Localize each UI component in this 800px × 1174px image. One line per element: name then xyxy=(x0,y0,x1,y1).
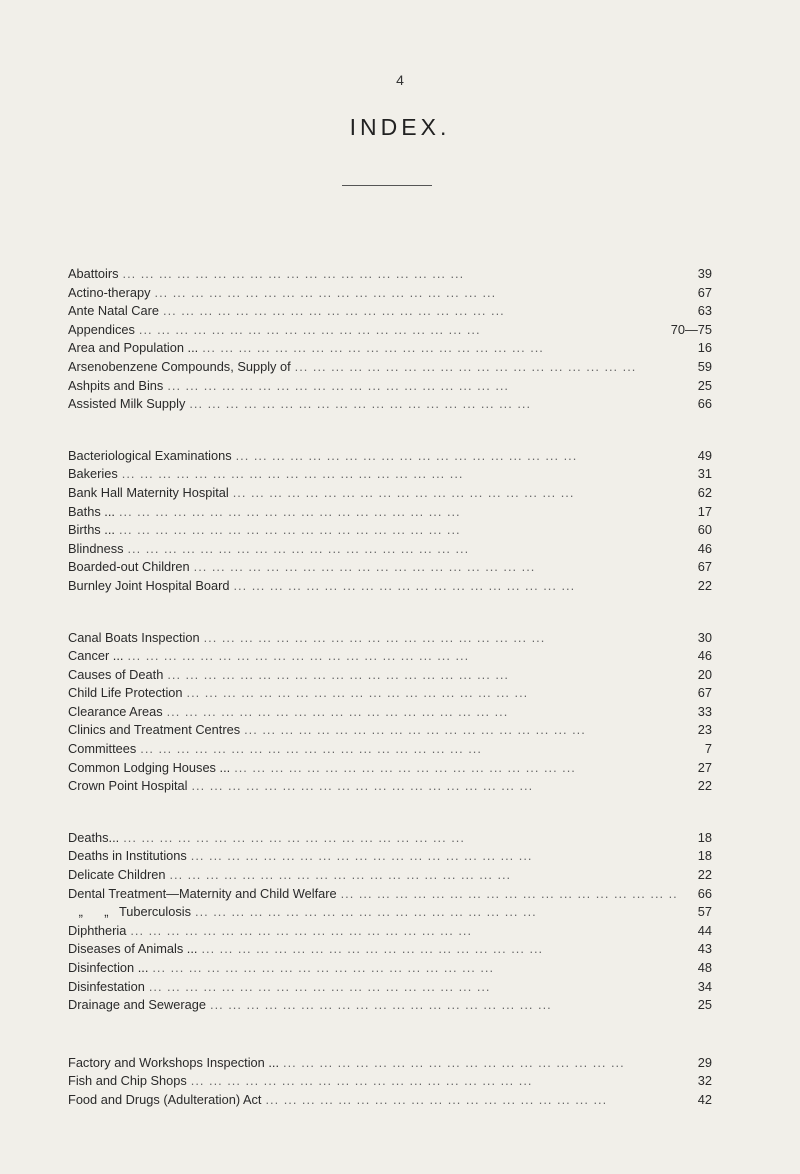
entry-page-number: 22 xyxy=(697,867,712,883)
index-entry xyxy=(68,885,712,904)
entry-label: Births ... xyxy=(68,522,115,538)
entry-page-number: 17 xyxy=(697,503,712,519)
dot-leader xyxy=(115,521,676,540)
entry-label: Deaths... xyxy=(68,829,120,845)
index-entry xyxy=(68,577,712,596)
entry-page-number: 57 xyxy=(697,904,712,920)
entry-label: Food and Drugs (Adulteration) Act xyxy=(68,1091,262,1107)
dot-leader xyxy=(279,1054,676,1073)
entry-label: Dental Treatment—Maternity and Child Welfare xyxy=(68,885,337,901)
dot-leader xyxy=(119,265,676,284)
dot-leader xyxy=(206,996,676,1015)
index-entry xyxy=(68,647,712,666)
entry-label: Child Life Protection xyxy=(68,685,183,701)
index-entry xyxy=(68,503,712,522)
entry-label: Area and Population ... xyxy=(68,340,199,356)
dot-leader xyxy=(198,339,676,358)
entry-label: Bacteriological Examinations xyxy=(68,447,232,463)
dot-leader xyxy=(185,395,676,414)
index-entry xyxy=(68,465,712,484)
index-entry xyxy=(68,866,712,885)
index-entry xyxy=(68,740,712,759)
page-number: 4 xyxy=(396,72,404,88)
dot-leader xyxy=(151,284,676,303)
entry-label: Clinics and Treatment Centres xyxy=(68,722,241,738)
entry-label: Causes of Death xyxy=(68,666,164,682)
index-section xyxy=(68,265,712,414)
index-entry xyxy=(68,1091,712,1110)
dot-leader xyxy=(261,1091,676,1110)
dot-leader xyxy=(291,358,676,377)
entry-label: Clearance Areas xyxy=(68,703,163,719)
index-section xyxy=(68,829,712,1015)
entry-page-number: 49 xyxy=(697,447,712,463)
entry-page-number: 62 xyxy=(697,484,712,500)
entry-page-number: 66 xyxy=(697,885,712,901)
index-section xyxy=(68,1054,712,1110)
dot-leader xyxy=(118,465,676,484)
index-entry xyxy=(68,721,712,740)
dot-leader xyxy=(229,484,676,503)
entry-label: Bakeries xyxy=(68,466,118,482)
entry-page-number: 32 xyxy=(697,1073,712,1089)
index-entry xyxy=(68,521,712,540)
index-entry xyxy=(68,940,712,959)
dot-leader xyxy=(135,321,664,340)
index-entry xyxy=(68,339,712,358)
dot-leader xyxy=(232,447,676,466)
entry-label: Ashpits and Bins xyxy=(68,377,164,393)
entry-page-number: 48 xyxy=(697,960,712,975)
dot-leader xyxy=(337,885,676,904)
entry-page-number: 22 xyxy=(697,577,712,593)
entry-page-number: 29 xyxy=(697,1054,712,1070)
dot-leader xyxy=(119,829,676,848)
index-entry xyxy=(68,996,712,1015)
dot-leader xyxy=(191,903,676,922)
entry-label: „ „ Tuberculosis xyxy=(68,904,192,920)
index-entry xyxy=(68,358,712,377)
index-entry xyxy=(68,903,712,922)
entry-page-number: 43 xyxy=(697,941,712,957)
entry-page-number: 44 xyxy=(697,922,712,938)
index-entry xyxy=(68,265,712,284)
entry-page-number: 7 xyxy=(704,741,712,757)
index-entry xyxy=(68,959,712,978)
dot-leader xyxy=(163,377,676,396)
index-entry xyxy=(68,777,712,796)
entry-page-number: 16 xyxy=(697,340,712,356)
dot-leader xyxy=(159,302,676,321)
dot-leader xyxy=(126,922,676,941)
index-entry xyxy=(68,284,712,303)
index-entry xyxy=(68,703,712,722)
entry-page-number: 27 xyxy=(697,759,712,775)
entry-page-number: 67 xyxy=(697,685,712,701)
entry-label: Cancer ... xyxy=(68,648,124,664)
dot-leader xyxy=(183,684,676,703)
entry-label: Canal Boats Inspection xyxy=(68,629,200,645)
entry-label: Crown Point Hospital xyxy=(68,778,188,794)
index-entry xyxy=(68,395,712,414)
entry-label: Blindness xyxy=(68,540,124,556)
entry-page-number: 22 xyxy=(697,778,712,794)
entry-label: Diphtheria xyxy=(68,922,127,938)
index-entry xyxy=(68,1054,712,1073)
index-section xyxy=(68,447,712,596)
entry-page-number: 34 xyxy=(697,978,712,994)
entry-label: Drainage and Sewerage xyxy=(68,997,207,1013)
entry-label: Appendices xyxy=(68,321,135,337)
entry-label: Fish and Chip Shops xyxy=(68,1073,187,1089)
dot-leader xyxy=(163,666,676,685)
index-entry xyxy=(68,540,712,559)
entry-label: Arsenobenzene Compounds, Supply of xyxy=(68,358,291,374)
entry-page-number: 18 xyxy=(697,829,712,845)
entry-page-number: 67 xyxy=(697,284,712,300)
entry-page-number: 46 xyxy=(697,648,712,664)
dot-leader xyxy=(148,959,676,978)
entry-page-number: 60 xyxy=(697,522,712,538)
entry-page-number: 23 xyxy=(697,722,712,738)
entry-page-number: 20 xyxy=(697,666,712,682)
entry-label: Burnley Joint Hospital Board xyxy=(68,577,230,593)
index-entry xyxy=(68,684,712,703)
dot-leader xyxy=(190,558,676,577)
index-entry xyxy=(68,1072,712,1091)
entry-label: Ante Natal Care xyxy=(68,303,160,319)
index-entry xyxy=(68,978,712,997)
index-entry xyxy=(68,558,712,577)
dot-leader xyxy=(145,978,676,997)
entry-page-number: 70—75 xyxy=(670,321,712,337)
dot-leader xyxy=(230,759,676,778)
dot-leader xyxy=(187,1072,676,1091)
dot-leader xyxy=(123,647,676,666)
entry-label: Baths ... xyxy=(68,503,115,519)
dot-leader xyxy=(197,940,676,959)
entry-label: Delicate Children xyxy=(68,867,166,883)
entry-page-number: 66 xyxy=(697,396,712,412)
index-entry xyxy=(68,377,712,396)
index-entry xyxy=(68,302,712,321)
dot-leader xyxy=(200,629,676,648)
entry-page-number: 42 xyxy=(697,1091,712,1107)
entry-page-number: 67 xyxy=(697,559,712,575)
entry-page-number: 63 xyxy=(697,303,712,319)
dot-leader xyxy=(229,577,676,596)
index-entry xyxy=(68,922,712,941)
index-section xyxy=(68,629,712,796)
entry-label: Actino-therapy xyxy=(68,284,151,300)
entry-page-number: 39 xyxy=(697,266,712,281)
dot-leader xyxy=(188,777,677,796)
entry-label: Common Lodging Houses ... xyxy=(68,759,231,775)
entry-page-number: 25 xyxy=(697,377,712,393)
entry-label: Disinfection ... xyxy=(68,960,149,975)
index-entry xyxy=(68,829,712,848)
title-divider xyxy=(342,185,432,186)
index-entry xyxy=(68,484,712,503)
dot-leader xyxy=(136,740,676,759)
index-list xyxy=(68,265,712,1143)
dot-leader xyxy=(187,847,676,866)
index-entry xyxy=(68,759,712,778)
entry-page-number: 31 xyxy=(697,466,712,482)
dot-leader xyxy=(115,503,676,522)
entry-label: Bank Hall Maternity Hospital xyxy=(68,484,229,500)
page-title: INDEX. xyxy=(349,114,451,140)
entry-label: Diseases of Animals ... xyxy=(68,941,198,957)
entry-page-number: 59 xyxy=(697,358,712,374)
entry-label: Disinfestation xyxy=(68,978,145,994)
entry-label: Committees xyxy=(68,741,137,757)
index-entry xyxy=(68,666,712,685)
entry-page-number: 30 xyxy=(697,629,712,645)
dot-leader xyxy=(124,540,677,559)
index-entry xyxy=(68,321,712,340)
entry-label: Assisted Milk Supply xyxy=(68,396,186,412)
index-entry xyxy=(68,447,712,466)
entry-page-number: 18 xyxy=(697,848,712,864)
entry-label: Boarded-out Children xyxy=(68,559,190,575)
entry-page-number: 33 xyxy=(697,703,712,719)
dot-leader xyxy=(163,703,676,722)
entry-page-number: 46 xyxy=(697,540,712,556)
entry-label: Factory and Workshops Inspection ... xyxy=(68,1054,280,1070)
dot-leader xyxy=(240,721,676,740)
index-entry xyxy=(68,629,712,648)
index-entry xyxy=(68,847,712,866)
dot-leader xyxy=(165,866,676,885)
entry-label: Abattoirs xyxy=(68,266,119,281)
entry-page-number: 25 xyxy=(697,997,712,1013)
entry-label: Deaths in Institutions xyxy=(68,848,187,864)
